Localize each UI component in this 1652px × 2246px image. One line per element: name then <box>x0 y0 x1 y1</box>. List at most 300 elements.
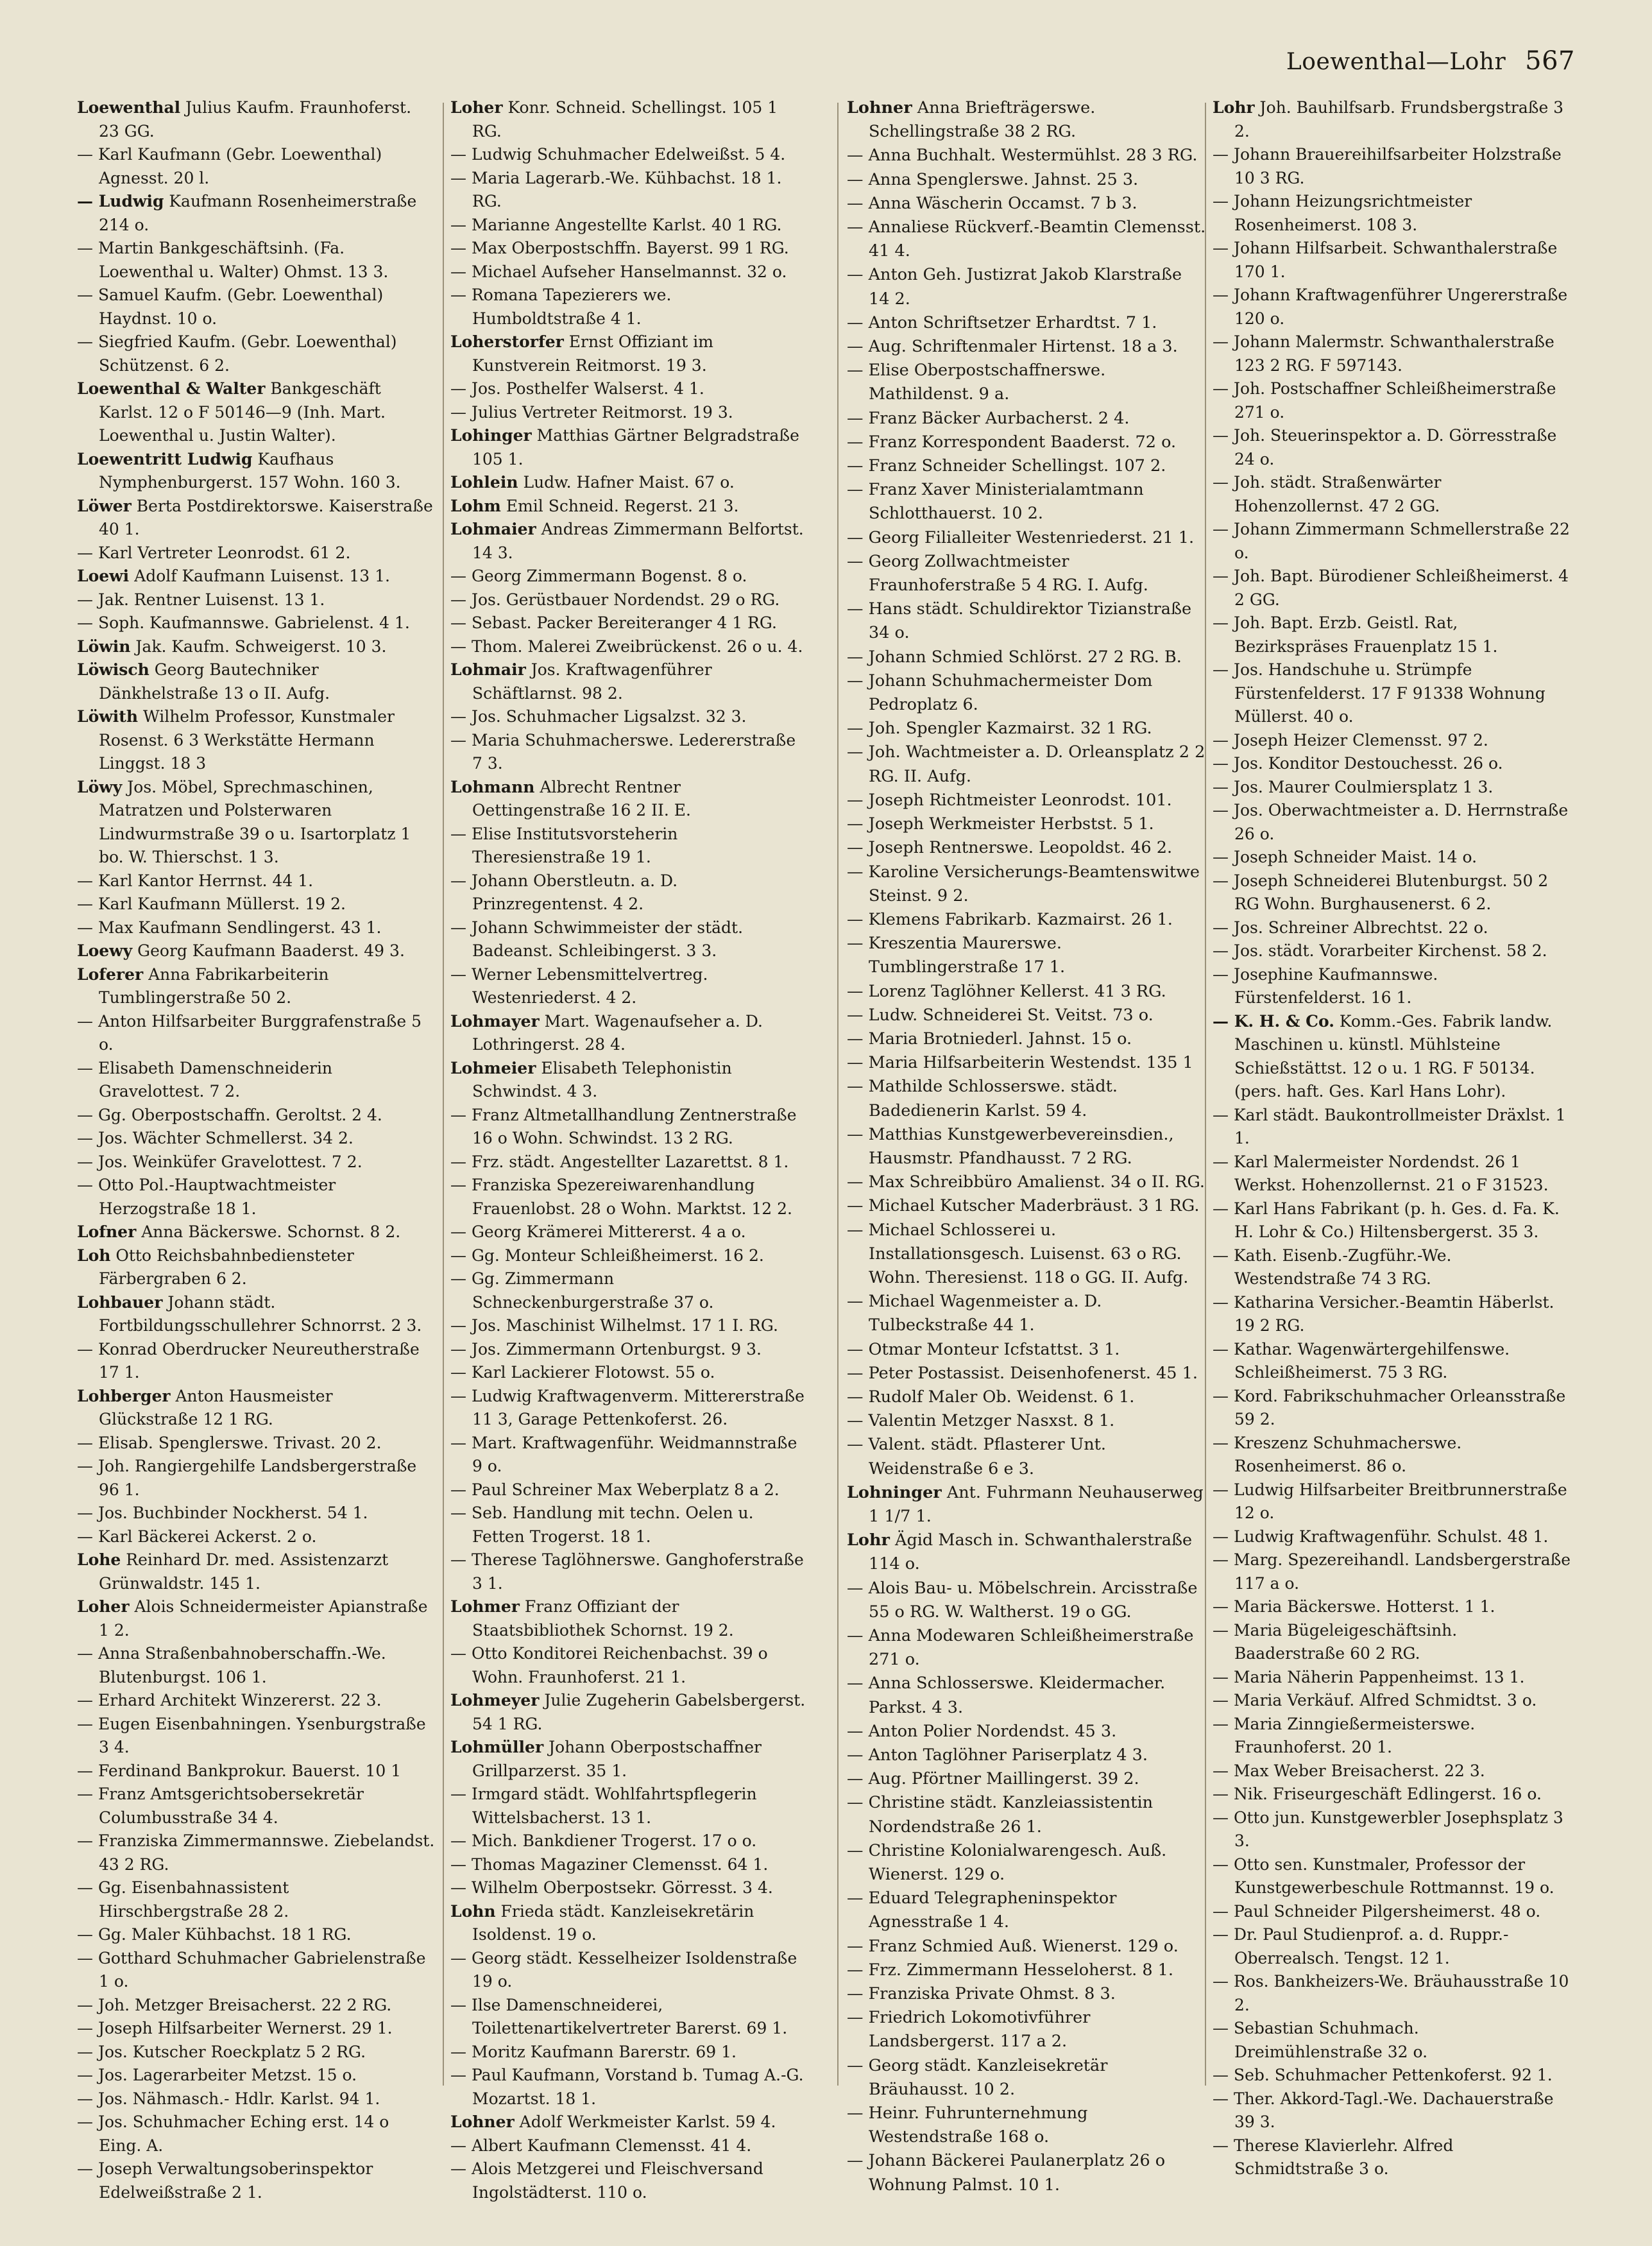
entry-details: — Eugen Eisenbahningen. Ysenburgstraße 3 4. <box>77 1714 426 1756</box>
directory-entry <box>1213 658 1572 729</box>
entry-details: — Maria Lagerarb.-We. Kühbachst. 18 1. RG. <box>450 168 782 210</box>
entry-details: — Anna Straßenbahnoberschaffn.-We. Blutenburgst. 106 1. <box>77 1644 386 1686</box>
entry-details: — Kathar. Wagenwärtergehilfenswe. Schleißheimerst. 75 3 RG. <box>1213 1339 1510 1382</box>
entry-details: — Gg. Maler Kühbachst. 18 1 RG. <box>77 1925 352 1944</box>
directory-entry <box>847 812 1206 836</box>
directory-entry <box>1213 799 1572 846</box>
directory-entry <box>1213 1151 1572 1197</box>
directory-entry <box>450 377 810 401</box>
entry-details: — Franz Schneider Schellingst. 107 2. <box>847 456 1166 476</box>
entry-surname: Lohmer <box>450 1597 520 1616</box>
entry-details: — Joh. städt. Straßenwärter Hohenzollernst. 47 2 GG. <box>1213 473 1442 515</box>
entry-surname: Loferer <box>77 964 144 984</box>
directory-entry <box>77 1057 436 1104</box>
directory-entry <box>450 1338 810 1362</box>
directory-entry <box>77 565 436 588</box>
directory-entry <box>847 144 1206 167</box>
entry-details: — Ferdinand Bankprokur. Bauerst. 10 1 <box>77 1761 402 1780</box>
entry-details: Ant. Fuhrmann Neuhauserweg 1 1/7 1. <box>869 1482 1204 1526</box>
entry-details: — Georg Filialleiter Westenriederst. 21 1. <box>847 527 1195 547</box>
entry-details: Julius Kaufm. Fraunhoferst. 23 GG. <box>99 98 412 141</box>
entry-details: Berta Postdirektorswe. Kaiserstraße 40 1. <box>99 496 433 538</box>
directory-entry <box>847 669 1206 717</box>
entry-details: — Anna Spenglerswe. Jahnst. 25 3. <box>847 169 1139 189</box>
directory-entry <box>1213 1595 1572 1619</box>
entry-details: Johann Oberpostschaffner Grillparzerst. 35 1. <box>472 1738 762 1780</box>
directory-entry <box>77 1221 436 1244</box>
entry-details: Mart. Wagenaufseher a. D. Lothringerst. 28 4. <box>472 1011 763 1054</box>
entry-details: Alois Schneidermeister Apianstraße 1 2. <box>99 1597 428 1640</box>
entry-details: — Franz Korrespondent Baaderst. 72 o. <box>847 432 1177 452</box>
entry-details: — Jak. Rentner Luisenst. 13 1. <box>77 590 325 609</box>
entry-details: — Alois Bau- u. Möbelschrein. Arcisstraße 55 o RG. W. Waltherst. 19 o GG. <box>847 1578 1198 1622</box>
directory-entry <box>847 1839 1206 1887</box>
entry-details: — Christine Kolonialwarengesch. Auß. Wienerst. 129 o. <box>847 1840 1167 1885</box>
entry-surname: Lohmair <box>450 660 526 679</box>
entry-details: — Michael Schlosserei u. Installationsgesch. Luisenst. 63 o RG. Wohn. Theresienst. 118 o GG. II. Aufg. <box>847 1220 1189 1287</box>
directory-entry <box>77 1455 436 1502</box>
entry-details: Georg Kaufmann Baaderst. 49 3. <box>132 941 405 960</box>
directory-entry <box>77 870 436 893</box>
entry-surname: Löwin <box>77 637 131 656</box>
directory-entry <box>1213 284 1572 330</box>
entry-details: — Kord. Fabrikschuhmacher Orleansstraße 59 2. <box>1213 1386 1566 1428</box>
directory-column-1 <box>77 96 436 2204</box>
entry-details: — Johann Schuhmachermeister Dom Pedroplatz 6. <box>847 671 1153 715</box>
entry-details: — Heinr. Fuhrunternehmung Westendstraße 168 o. <box>847 2104 1088 2147</box>
directory-entry <box>847 1672 1206 1719</box>
entry-details: — Jos. Maschinist Wilhelmst. 17 1 I. RG. <box>450 1316 778 1335</box>
directory-entry <box>77 658 436 705</box>
directory-entry <box>847 550 1206 597</box>
directory-entry <box>450 729 810 776</box>
directory-entry <box>1213 518 1572 565</box>
directory-entry <box>1213 846 1572 870</box>
entry-details: — Matthias Kunstgewerbevereinsdien., Hausmstr. Pfandhausst. 7 2 RG. <box>847 1124 1174 1168</box>
directory-entry <box>450 1947 810 1994</box>
entry-details: — Wilhelm Oberpostsekr. Görresst. 3 4. <box>450 1878 773 1897</box>
entry-details: — Maria Hilfsarbeiterin Westendst. 135 1 <box>847 1053 1193 1073</box>
entry-details: — Albert Kaufmann Clemensst. 41 4. <box>450 2136 752 2155</box>
directory-entry <box>847 192 1206 216</box>
directory-entry <box>450 1876 810 1900</box>
directory-entry <box>77 1385 436 1432</box>
directory-column-3 <box>847 96 1206 2197</box>
directory-entry <box>450 1994 810 2041</box>
directory-entry <box>847 431 1206 454</box>
directory-entry <box>847 1219 1206 1290</box>
entry-details: — Karl Kaufmann (Gebr. Loewenthal) Agnesst. 20 l. <box>77 145 382 187</box>
entry-surname: Lohr <box>1213 98 1255 117</box>
directory-entry <box>77 1104 436 1127</box>
directory-entry <box>77 284 436 330</box>
directory-entry <box>847 717 1206 741</box>
directory-entry <box>847 1624 1206 1672</box>
entry-details: — Jos. Lagerarbeiter Metzst. 15 o. <box>77 2066 357 2084</box>
entry-details: Jos. Kraftwagenführer Schäftlarnst. 98 2. <box>472 660 712 703</box>
directory-entry <box>450 1174 810 1221</box>
directory-entry <box>847 1123 1206 1170</box>
entry-details: — Peter Postassist. Deisenhofenerst. 45 1. <box>847 1363 1198 1383</box>
directory-entry <box>450 1221 810 1244</box>
entry-details: — Mart. Kraftwagenführ. Weidmannstraße 9 o. <box>450 1433 797 1475</box>
directory-entry <box>77 588 436 612</box>
entry-surname: Löwer <box>77 496 132 515</box>
directory-entry <box>1213 1619 1572 1666</box>
entry-details: Anna Briefträgerswe. Schellingstraße 38 2 RG. <box>869 98 1096 142</box>
directory-entry <box>847 1433 1206 1480</box>
directory-entry <box>847 1170 1206 1194</box>
directory-entry <box>1213 2064 1572 2087</box>
entry-details: — Jos. Schreiner Albrechtst. 22 o. <box>1213 918 1488 937</box>
entry-details: — Ros. Bankheizers-We. Bräuhausstraße 10 2. <box>1213 1972 1569 2014</box>
entry-surname: Loewy <box>77 941 133 960</box>
page-header <box>1286 46 1575 76</box>
directory-entry <box>77 1010 436 1057</box>
entry-details: — Jos. Buchbinder Nockherst. 54 1. <box>77 1504 368 1522</box>
entry-details: — Dr. Paul Studienprof. a. d. Ruppr.-Oberrealsch. Tengst. 12 1. <box>1213 1925 1509 1967</box>
entry-details: — Johann Hilfsarbeit. Schwanthalerstraße 170 1. <box>1213 239 1558 281</box>
entry-details: — Gg. Zimmermann Schneckenburgerstraße 37 o. <box>450 1269 714 1312</box>
entry-details: — Maria Bügeleigeschäftsinh. Baaderstraße 60 2 RG. <box>1213 1620 1458 1663</box>
directory-entry <box>847 1027 1206 1051</box>
directory-entry <box>77 612 436 635</box>
directory-entry <box>1213 1760 1572 1783</box>
entry-details: — Frz. städt. Angestellter Lazarettst. 8 1. <box>450 1152 789 1171</box>
entry-details: — Seb. Handlung mit techn. Oelen u. Fetten Trogerst. 18 1. <box>450 1504 754 1546</box>
entry-surname: Lohr <box>847 1530 890 1550</box>
directory-entry <box>77 1244 436 1291</box>
directory-entry <box>77 377 436 448</box>
directory-entry <box>847 1887 1206 1934</box>
entry-surname: Löwy <box>77 777 123 796</box>
entry-details: Emil Schneid. Regerst. 21 3. <box>500 496 739 515</box>
entry-details: — Jos. Kutscher Roeckplatz 5 2 RG. <box>77 2042 366 2061</box>
entry-details: — Anton Schriftsetzer Erhardtst. 7 1. <box>847 313 1157 332</box>
entry-details: — Marianne Angestellte Karlst. 40 1 RG. <box>450 215 782 234</box>
directory-entry <box>77 1642 436 1689</box>
entry-details: — Joh. Steuerinspektor a. D. Görresstraße 24 o. <box>1213 426 1557 468</box>
entry-details: — Jos. Konditor Destouchesst. 26 o. <box>1213 754 1503 773</box>
directory-entry <box>77 143 436 190</box>
directory-entry <box>450 143 810 167</box>
directory-entry <box>77 893 436 916</box>
directory-entry <box>450 1900 810 1947</box>
entry-details: — Jos. Handschuhe u. Strümpfe Fürstenfelderst. 17 F 91338 Wohnung Müllerst. 40 o. <box>1213 660 1546 726</box>
entry-details: — Irmgard städt. Wohlfahrtspflegerin Wittelsbacherst. 13 1. <box>450 1785 757 1827</box>
entry-details: — Franziska Private Ohmst. 8 3. <box>847 1984 1116 2004</box>
directory-entry <box>1213 1853 1572 1900</box>
entry-details: — Gg. Oberpostschaffn. Geroltst. 2 4. <box>77 1105 382 1124</box>
entry-details: Anna Bäckerswe. Schornst. 8 2. <box>136 1222 401 1241</box>
directory-entry <box>450 424 810 471</box>
entry-details: — Max Oberpostschffn. Bayerst. 99 1 RG. <box>450 239 789 257</box>
directory-entry <box>847 1362 1206 1385</box>
directory-entry <box>77 1291 436 1338</box>
entry-details: — Michael Wagenmeister a. D. Tulbeckstraße 44 1. <box>847 1292 1102 1335</box>
directory-entry <box>847 1577 1206 1624</box>
directory-entry <box>450 1432 810 1479</box>
directory-entry <box>77 1595 436 1642</box>
directory-entry <box>847 216 1206 263</box>
directory-entry <box>1213 1970 1572 2017</box>
directory-entry <box>1213 377 1572 424</box>
directory-entry <box>1213 752 1572 776</box>
directory-entry <box>450 1314 810 1338</box>
directory-entry <box>847 1959 1206 1982</box>
entry-details: — Gotthard Schuhmacher Gabrielenstraße 1 o. <box>77 1948 426 1991</box>
entry-surname: — K. H. & Co. <box>1213 1011 1334 1031</box>
entry-details: — Jos. Posthelfer Walserst. 4 1. <box>450 379 704 398</box>
directory-entry <box>1213 471 1572 518</box>
directory-entry <box>847 96 1206 144</box>
directory-entry <box>77 1502 436 1525</box>
entry-details: — Ilse Damenschneiderei, Toilettenartikelvertreter Barerst. 69 1. <box>450 1995 788 2037</box>
entry-details: — Werner Lebensmittelvertreg. Westenriederst. 4 2. <box>450 964 708 1007</box>
entry-details: — Karoline Versicherungs-Beamtenswitwe Steinst. 9 2. <box>847 862 1200 905</box>
entry-surname: Lohmann <box>450 777 535 796</box>
entry-details: — Thomas Magaziner Clemensst. 64 1. <box>450 1855 769 1874</box>
entry-details: — Otto Konditorei Reichenbachst. 39 o Wohn. Fraunhoferst. 21 1. <box>450 1644 768 1686</box>
directory-entry <box>1213 1806 1572 1853</box>
directory-entry <box>77 1338 436 1385</box>
entry-details: — Mich. Bankdiener Trogerst. 17 o o. <box>450 1831 757 1850</box>
entry-surname: Löwith <box>77 707 138 726</box>
entry-details: Johann städt. Fortbildungsschullehrer Schnorrst. 2 3. <box>99 1292 422 1335</box>
entry-surname: Loh <box>77 1246 111 1265</box>
entry-details: — Johann Heizungsrichtmeister Rosenheimerst. 108 3. <box>1213 192 1472 234</box>
entry-details: Ludw. Hafner Maist. 67 o. <box>518 473 735 492</box>
directory-entry <box>77 2157 436 2204</box>
entry-details: — Jos. Gerüstbauer Nordendst. 29 o RG. <box>450 590 780 609</box>
directory-entry <box>450 870 810 916</box>
directory-entry <box>450 776 810 823</box>
directory-entry <box>847 646 1206 669</box>
directory-entry <box>450 2041 810 2064</box>
entry-details: — Johann Schmied Schlörst. 27 2 RG. B. <box>847 647 1182 667</box>
column-divider <box>443 103 444 2086</box>
entry-details: — Paul Schreiner Max Weberplatz 8 a 2. <box>450 1480 779 1499</box>
directory-entry <box>847 980 1206 1004</box>
directory-entry <box>847 908 1206 932</box>
entry-details: — Anton Taglöhner Pariserplatz 4 3. <box>847 1745 1148 1765</box>
directory-entry <box>450 471 810 495</box>
directory-entry <box>77 1548 436 1595</box>
entry-details: — Franziska Zimmermannswe. Ziebelandst. 43 2 RG. <box>77 1831 435 1874</box>
directory-entry <box>1213 870 1572 916</box>
entry-surname: Lohmüller <box>450 1738 544 1756</box>
entry-surname: Lohberger <box>77 1386 171 1405</box>
entry-details: — Anna Modewaren Schleißheimerstraße 271 o. <box>847 1626 1194 1670</box>
entry-details: — Therese Taglöhnerswe. Ganghoferstraße 3 1. <box>450 1550 804 1593</box>
directory-entry <box>1213 1010 1572 1104</box>
entry-details: — Karl Hans Fabrikant (p. h. Ges. d. Fa. K. H. Lohr & Co.) Hiltensbergerst. 35 3. <box>1213 1199 1560 1241</box>
entry-details: — Elise Oberpostschaffnerswe. Mathildenst. 9 a. <box>847 361 1106 404</box>
entry-details: — Joh. Spengler Kazmairst. 32 1 RG. <box>847 719 1152 739</box>
directory-entry <box>77 2111 436 2157</box>
directory-entry <box>847 1194 1206 1218</box>
column-divider <box>837 103 839 2086</box>
entry-details: — Franziska Spezereiwarenhandlung Frauenlobst. 28 o Wohn. Marktst. 12 2. <box>450 1176 792 1218</box>
directory-entry <box>847 1338 1206 1362</box>
directory-entry <box>847 1720 1206 1744</box>
entry-details: — Maria Brotniederl. Jahnst. 15 o. <box>847 1029 1132 1049</box>
entry-surname: Lohe <box>77 1550 121 1569</box>
entry-details: — Johann Brauereihilfsarbeiter Holzstraße 10 3 RG. <box>1213 145 1562 187</box>
entry-details: — Joseph Verwaltungsoberinspektor Edelweißstraße 2 1. <box>77 2159 373 2202</box>
directory-entry <box>1213 1666 1572 1690</box>
entry-details: — Otto Pol.-Hauptwachtmeister Herzogstraße 18 1. <box>77 1176 336 1218</box>
entry-details: — Romana Tapezierers we. Humboldtstraße 4 1. <box>450 286 672 328</box>
directory-entry <box>450 518 810 565</box>
entry-surname: Lohlein <box>450 473 518 492</box>
entry-details: Albrecht Rentner Oettingenstraße 16 2 II. E. <box>472 777 692 819</box>
directory-entry <box>450 612 810 635</box>
directory-entry <box>450 96 810 143</box>
directory-entry <box>450 495 810 519</box>
directory-entry <box>77 916 436 940</box>
entry-details: — Joseph Schneiderei Blutenburgst. 50 2 RG Wohn. Burghausenerst. 6 2. <box>1213 871 1549 913</box>
entry-details: — Ludw. Schneiderei St. Veitst. 73 o. <box>847 1005 1154 1025</box>
entry-details: — Maria Schuhmacherswe. Ledererstraße 7 3. <box>450 730 796 773</box>
entry-details: — Eduard Telegrapheninspektor Agnesstraße 1 4. <box>847 1889 1117 1932</box>
entry-details: — Hans städt. Schuldirektor Tizianstraße 34 o. <box>847 599 1192 643</box>
entry-details: — Jos. Weinküfer Gravelottest. 7 2. <box>77 1152 362 1171</box>
entry-details: — Joseph Heizer Clemensst. 97 2. <box>1213 730 1488 750</box>
directory-entry <box>77 1151 436 1174</box>
directory-entry <box>847 1004 1206 1027</box>
page-number: 567 <box>1525 46 1575 76</box>
entry-details: — Aug. Pförtner Maillingerst. 39 2. <box>847 1769 1139 1789</box>
directory-entry <box>1213 565 1572 612</box>
directory-entry <box>847 1075 1206 1122</box>
directory-entry <box>1213 1385 1572 1432</box>
entry-details: — Samuel Kaufm. (Gebr. Loewenthal) Haydnst. 10 o. <box>77 286 384 328</box>
entry-details: — Kath. Eisenb.-Zugführ.-We. Westendstraße 74 3 RG. <box>1213 1246 1452 1288</box>
entry-details: Komm.-Ges. Fabrik landw. Maschinen u. künstl. Mühlsteine Schießstättst. 12 o u. 1 RG. F 50134. (pers. haft. Ges. Karl Hans Lohr). <box>1234 1011 1553 1101</box>
entry-details: Konr. Schneid. Schellingst. 105 1 RG. <box>472 98 778 141</box>
entry-surname: Lohbauer <box>77 1292 163 1312</box>
entry-details: — Maria Bäckerswe. Hotterst. 1 1. <box>1213 1597 1495 1616</box>
entry-details: — Sebastian Schuhmach. Dreimühlenstraße 32 o. <box>1213 2019 1428 2061</box>
directory-entry <box>450 916 810 963</box>
entry-details: — Jos. Schuhmacher Eching erst. 14 o Eing. A. <box>77 2113 389 2155</box>
entry-details: — Maria Näherin Pappenheimst. 13 1. <box>1213 1667 1525 1686</box>
directory-entry <box>847 1385 1206 1409</box>
entry-details: — Jos. Wächter Schmellerst. 34 2. <box>77 1129 353 1147</box>
entry-details: — Katharina Versicher.-Beamtin Häberlst. 19 2 RG. <box>1213 1292 1554 1335</box>
entry-details: Joh. Bauhilfsarb. Frundsbergstraße 3 2. <box>1234 98 1564 141</box>
entry-details: — Siegfried Kaufm. (Gebr. Loewenthal) Schützenst. 6 2. <box>77 332 397 375</box>
entry-details: — Anna Buchhalt. Westermühlst. 28 3 RG. <box>847 146 1198 166</box>
directory-entry <box>450 261 810 284</box>
entry-surname: Loewenthal & Walter <box>77 379 266 398</box>
directory-entry <box>1213 1338 1572 1385</box>
directory-entry <box>847 2054 1206 2102</box>
directory-entry <box>1213 776 1572 800</box>
directory-entry <box>77 1876 436 1923</box>
directory-entry <box>450 1361 810 1385</box>
entry-details: — Joh. Postschaffner Schleißheimerstraße 271 o. <box>1213 379 1556 422</box>
entry-details: Kaufmann Rosenheimerstraße 214 o. <box>99 192 417 234</box>
directory-entry <box>1213 1479 1572 1525</box>
directory-entry <box>1213 330 1572 377</box>
entry-details: — Ludwig Hilfsarbeiter Breitbrunnerstraße 12 o. <box>1213 1480 1567 1522</box>
entry-details: — Franz Altmetallhandlung Zentnerstraße 16 o Wohn. Schwindst. 13 2 RG. <box>450 1105 797 1147</box>
directory-entry <box>847 335 1206 359</box>
directory-entry <box>77 1994 436 2018</box>
directory-entry <box>450 1830 810 1853</box>
directory-entry <box>847 1744 1206 1767</box>
entry-details: — Aug. Schriftenmaler Hirtenst. 18 a 3. <box>847 337 1178 357</box>
entry-details: — Moritz Kaufmann Barerstr. 69 1. <box>450 2042 737 2061</box>
entry-details: — Nik. Friseurgeschäft Edlingerst. 16 o. <box>1213 1785 1542 1803</box>
directory-entry <box>77 635 436 659</box>
entry-details: — Ludwig Schuhmacher Edelweißst. 5 4. <box>450 145 786 164</box>
directory-entry <box>1213 1432 1572 1479</box>
entry-details: — Joh. Rangiergehilfe Landsbergerstraße 96 1. <box>77 1457 417 1499</box>
entry-details: — Paul Schneider Pilgersheimerst. 48 o. <box>1213 1901 1541 1921</box>
entry-details: — Michael Aufseher Hanselmannst. 32 o. <box>450 262 787 281</box>
entry-details: — Joh. Bapt. Bürodiener Schleißheimerst. 4 2 GG. <box>1213 567 1569 609</box>
entry-details: — Franz Xaver Ministerialamtmann Schlotthauerst. 10 2. <box>847 480 1144 524</box>
directory-entry <box>450 284 810 330</box>
directory-entry <box>450 330 810 377</box>
directory-entry <box>450 167 810 214</box>
directory-entry <box>1213 1783 1572 1806</box>
entry-details: — Ludwig Kraftwagenführ. Schulst. 48 1. <box>1213 1527 1549 1546</box>
entry-details: Adolf Kaufmann Luisenst. 13 1. <box>129 567 390 585</box>
entry-details: Ernst Offiziant im Kunstverein Reitmorst. 19 3. <box>472 332 714 375</box>
entry-details: — Friedrich Lokomotivführer Landsbergerst. 117 a 2. <box>847 2008 1091 2052</box>
directory-column-4 <box>1213 96 1572 2181</box>
entry-details: — Otmar Monteur Icfstattst. 3 1. <box>847 1339 1120 1359</box>
directory-entry <box>450 635 810 659</box>
entry-details: — Soph. Kaufmannswe. Gabrielenst. 4 1. <box>77 613 410 632</box>
entry-details: — Paul Kaufmann, Vorstand b. Tumag A.-G. Mozartst. 18 1. <box>450 2066 804 2108</box>
directory-entry <box>450 1642 810 1689</box>
entry-surname: Lohinger <box>450 426 532 445</box>
directory-entry <box>450 1479 810 1502</box>
entry-details: — Georg städt. Kesselheizer Isoldenstraße 19 o. <box>450 1948 797 1991</box>
directory-entry <box>1213 1104 1572 1151</box>
directory-entry <box>847 1409 1206 1433</box>
directory-entry <box>847 359 1206 406</box>
entry-details: — Jos. städt. Vorarbeiter Kirchenst. 58 2. <box>1213 941 1547 960</box>
entry-details: — Jos. Schuhmacher Ligsalzst. 32 3. <box>450 707 747 726</box>
entry-details: — Valent. städt. Pflasterer Unt. Weidenstraße 6 e 3. <box>847 1435 1106 1479</box>
directory-entry <box>450 237 810 261</box>
directory-entry <box>847 526 1206 550</box>
entry-details: — Maria Verkäuf. Alfred Schmidtst. 3 o. <box>1213 1691 1537 1710</box>
directory-entry <box>1213 1291 1572 1338</box>
directory-entry <box>77 776 436 870</box>
directory-entry <box>450 658 810 705</box>
directory-entry <box>847 1982 1206 2006</box>
entry-details: — Julius Vertreter Reitmorst. 19 3. <box>450 402 733 422</box>
entry-details: — Anton Polier Nordendst. 45 3. <box>847 1721 1117 1741</box>
entry-details: — Joh. Wachtmeister a. D. Orleansplatz 2 2 RG. II. Aufg. <box>847 742 1205 786</box>
directory-entry <box>847 789 1206 812</box>
entry-surname: Lohninger <box>847 1482 942 1502</box>
directory-entry <box>1213 2017 1572 2064</box>
entry-details: — Georg Zollwachtmeister Fraunhoferstraße 5 4 RG. I. Aufg. <box>847 551 1148 596</box>
directory-entry <box>77 1174 436 1221</box>
directory-entry <box>847 263 1206 311</box>
directory-entry <box>847 932 1206 979</box>
directory-entry <box>450 1689 810 1736</box>
entry-details: — Karl Kantor Herrnst. 44 1. <box>77 871 314 890</box>
